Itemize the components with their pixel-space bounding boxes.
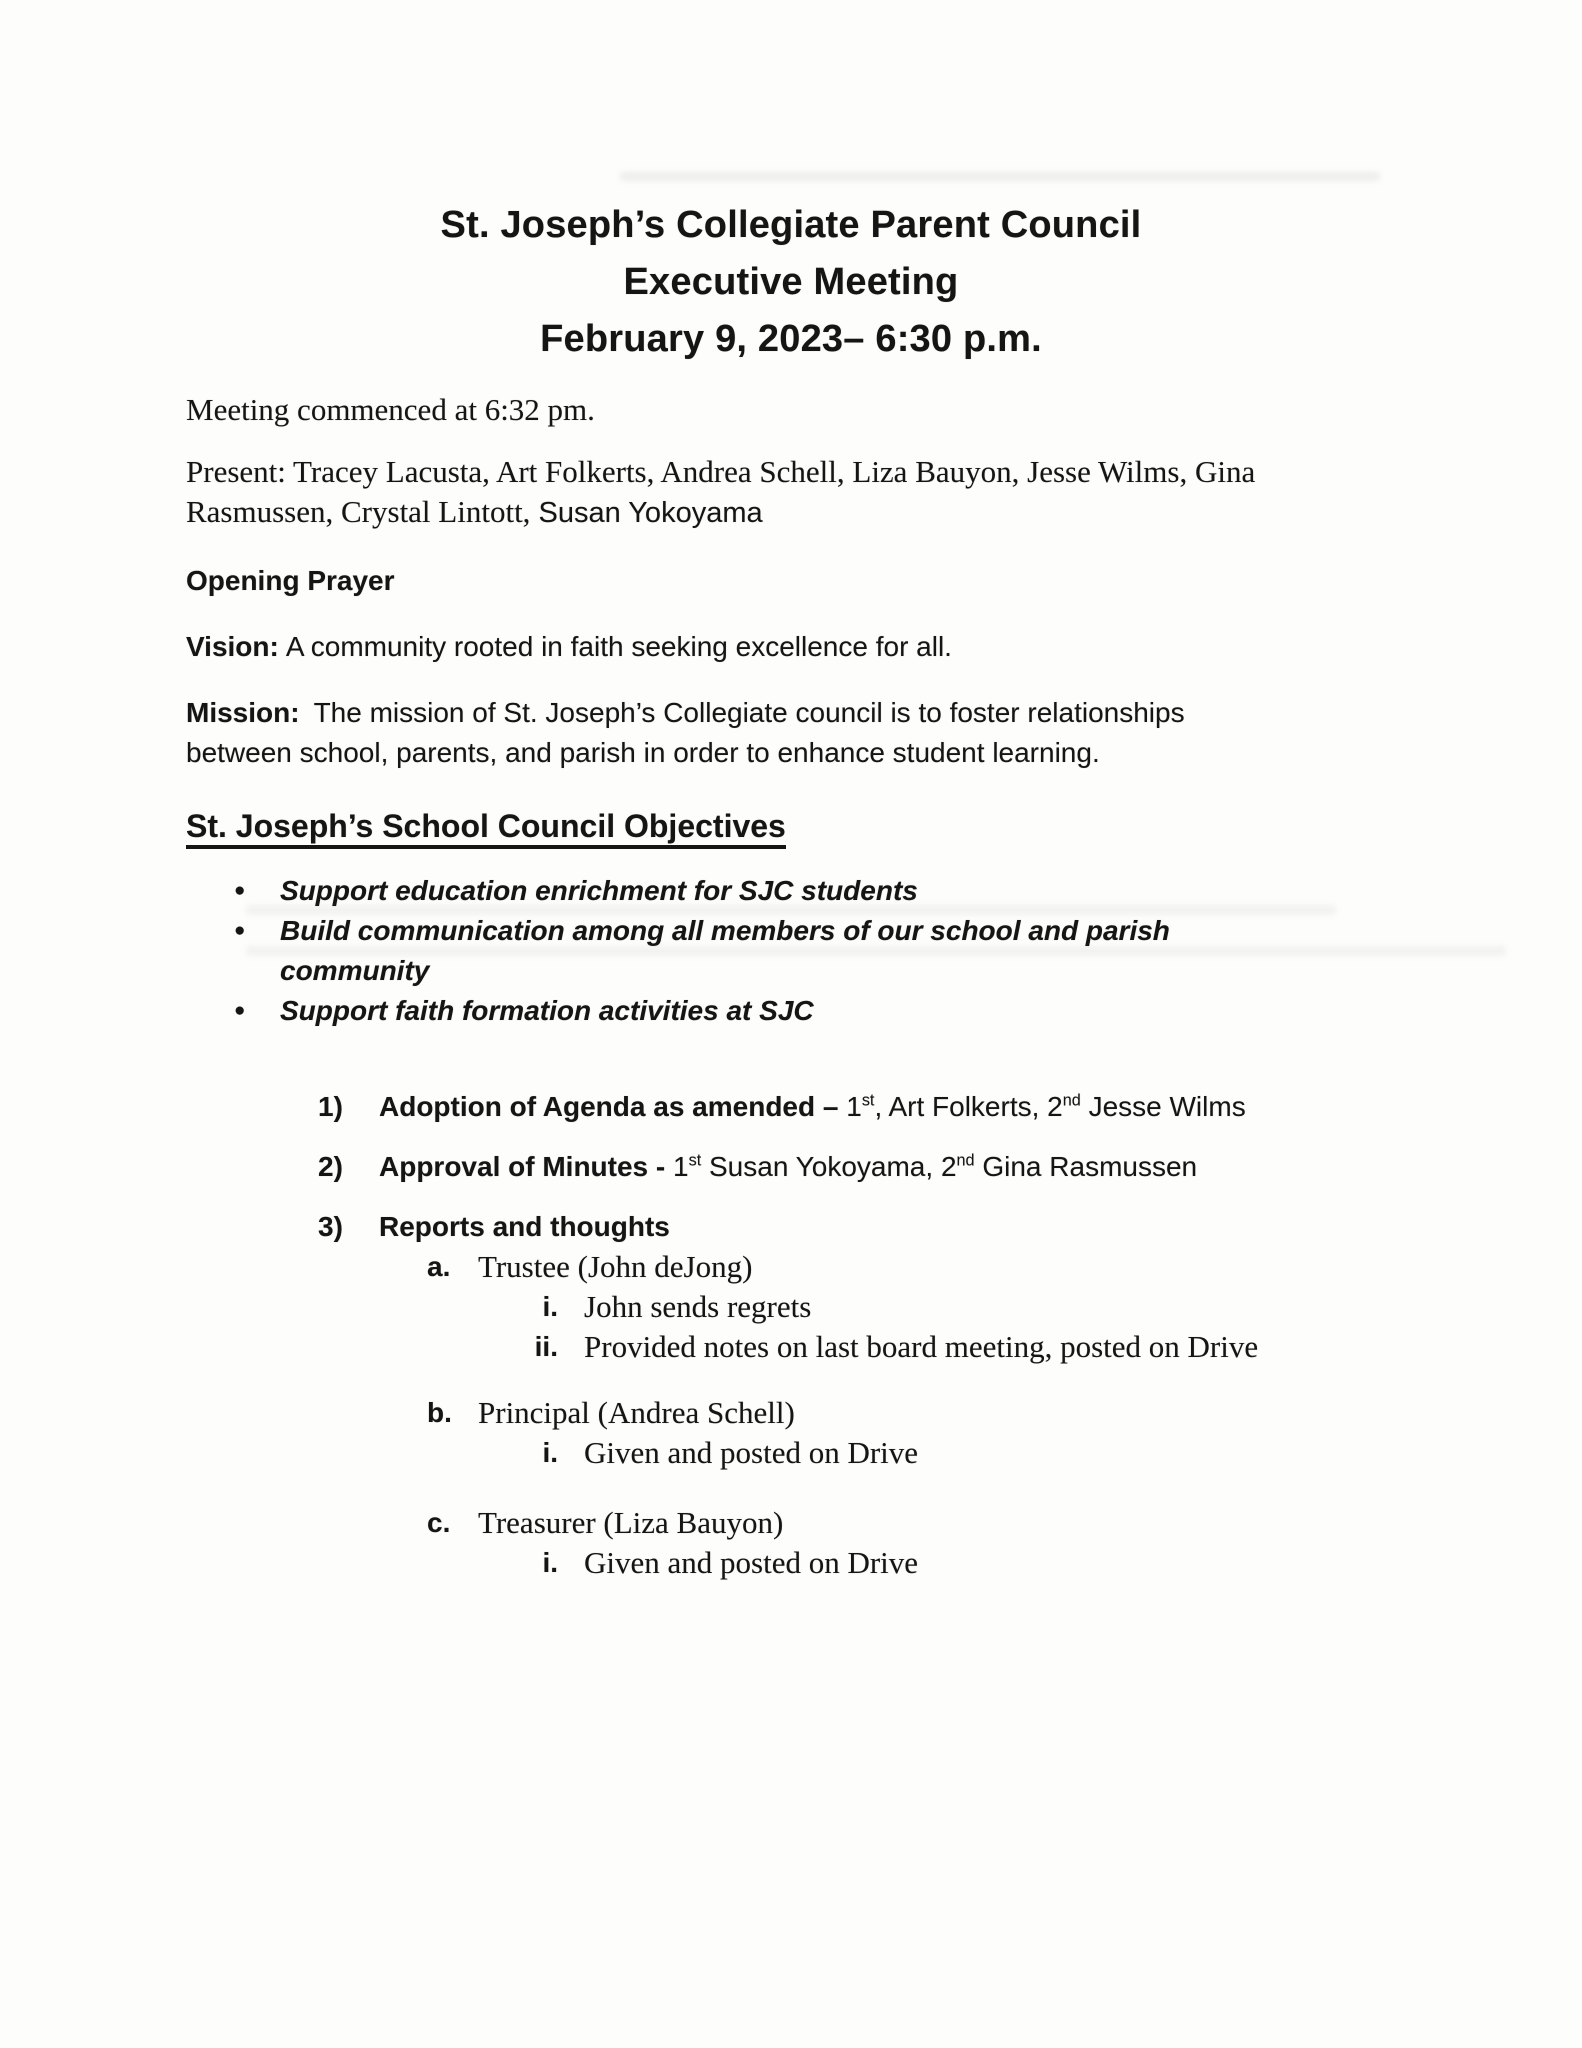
list-letter: a.	[427, 1251, 451, 1282]
list-roman: i.	[542, 1437, 558, 1468]
present-paragraph	[186, 452, 1432, 533]
scan-artifact	[620, 172, 1380, 181]
agenda-item-1	[318, 1087, 1432, 1127]
bullet-icon: ●	[234, 1000, 246, 1021]
report-item-c-text: Treasurer (Liza Bauyon)	[478, 1505, 784, 1540]
title-line-2: Executive Meeting	[623, 261, 959, 303]
present-line-2-sans: Susan Yokoyama	[530, 497, 763, 529]
list-item	[234, 911, 1432, 991]
mission-paragraph	[186, 693, 1432, 773]
ordinal-superscript: nd	[956, 1151, 975, 1170]
title-line-3: February 9, 2023– 6:30 p.m.	[540, 318, 1042, 360]
report-item-a-i	[485, 1287, 1432, 1327]
vision-text: A community rooted in faith seeking excellence for all.	[285, 631, 952, 662]
bullet-icon: ●	[234, 920, 246, 941]
objective-1-text: Support education enrichment for SJC students	[280, 875, 918, 906]
document-title	[150, 197, 1432, 368]
vision-label: Vision:	[186, 631, 279, 662]
ordinal-superscript: st	[861, 1091, 875, 1110]
agenda-item-2	[318, 1147, 1432, 1187]
mission-text-line-1: The mission of St. Joseph’s Collegiate council is to foster relationships	[313, 697, 1185, 728]
report-item-b-i	[485, 1433, 1432, 1473]
present-line-2	[186, 492, 1432, 533]
report-item-b-i-text: Given and posted on Drive	[584, 1435, 919, 1470]
objective-3-text: Support faith formation activities at SJC	[280, 995, 814, 1026]
list-roman: ii.	[534, 1331, 558, 1362]
opening-prayer-heading: Opening Prayer	[186, 565, 395, 596]
agenda-item-3-label: Reports and thoughts	[379, 1211, 670, 1242]
agenda-item-2-seg3: Gina Rasmussen	[974, 1151, 1198, 1182]
mission-label: Mission:	[186, 697, 300, 728]
ordinal-superscript: nd	[1062, 1091, 1081, 1110]
present-line-1: Present: Tracey Lacusta, Art Folkerts, Andrea Schell, Liza Bauyon, Jesse Wilms, Gina	[186, 454, 1256, 489]
report-item-b-text: Principal (Andrea Schell)	[478, 1395, 795, 1430]
report-item-c-i-text: Given and posted on Drive	[584, 1545, 919, 1580]
report-item-a	[427, 1247, 1432, 1287]
list-roman: i.	[542, 1547, 558, 1578]
mission-line-1	[186, 693, 1432, 733]
commenced-paragraph: Meeting commenced at 6:32 pm.	[186, 392, 595, 427]
agenda-item-2-seg1: 1	[673, 1151, 689, 1182]
agenda-item-1-text	[379, 1087, 1246, 1127]
present-line-2-serif: Rasmussen, Crystal Lintott,	[186, 494, 531, 529]
list-number: 2)	[318, 1151, 343, 1182]
list-item	[234, 991, 1432, 1031]
objectives-list	[186, 871, 1432, 1031]
list-item	[234, 871, 1432, 911]
objectives-heading	[186, 805, 1432, 847]
objective-2-line-2: community	[280, 955, 430, 986]
vision-paragraph	[186, 627, 1432, 667]
list-letter: b.	[427, 1397, 452, 1428]
report-item-a-i-text: John sends regrets	[584, 1289, 812, 1324]
report-item-c-i	[485, 1543, 1432, 1583]
title-line-1: St. Joseph’s Collegiate Parent Council	[440, 204, 1142, 246]
list-letter: c.	[427, 1507, 451, 1538]
list-number: 3)	[318, 1211, 343, 1242]
report-item-a-ii	[485, 1327, 1432, 1367]
agenda-item-1-bold: Adoption of Agenda as amended –	[379, 1091, 847, 1122]
list-number: 1)	[318, 1091, 343, 1122]
agenda-item-1-seg1: 1	[846, 1091, 862, 1122]
objective-2-line-1: Build communication among all members of our school and parish	[280, 915, 1170, 946]
list-roman: i.	[542, 1291, 558, 1322]
agenda-item-2-text	[379, 1147, 1197, 1187]
report-item-a-ii-text: Provided notes on last board meeting, posted on Drive	[584, 1329, 1259, 1364]
objective-2-text	[280, 911, 1170, 991]
agenda-item-2-seg2: Susan Yokoyama, 2	[701, 1151, 957, 1182]
ordinal-superscript: st	[688, 1151, 702, 1170]
agenda-item-1-seg3: Jesse Wilms	[1080, 1091, 1246, 1122]
objectives-heading-text: St. Joseph’s School Council Objectives	[186, 808, 786, 849]
agenda-list	[186, 1087, 1432, 1583]
mission-line-2: between school, parents, and parish in order to enhance student learning.	[186, 737, 1100, 768]
agenda-item-1-seg2: , Art Folkerts, 2	[874, 1091, 1063, 1122]
agenda-item-2-bold: Approval of Minutes -	[379, 1151, 673, 1182]
agenda-item-3	[318, 1207, 1432, 1247]
report-item-a-text: Trustee (John deJong)	[478, 1249, 753, 1284]
bullet-icon: ●	[234, 880, 246, 901]
report-item-c	[427, 1503, 1432, 1543]
report-item-b	[427, 1393, 1432, 1433]
